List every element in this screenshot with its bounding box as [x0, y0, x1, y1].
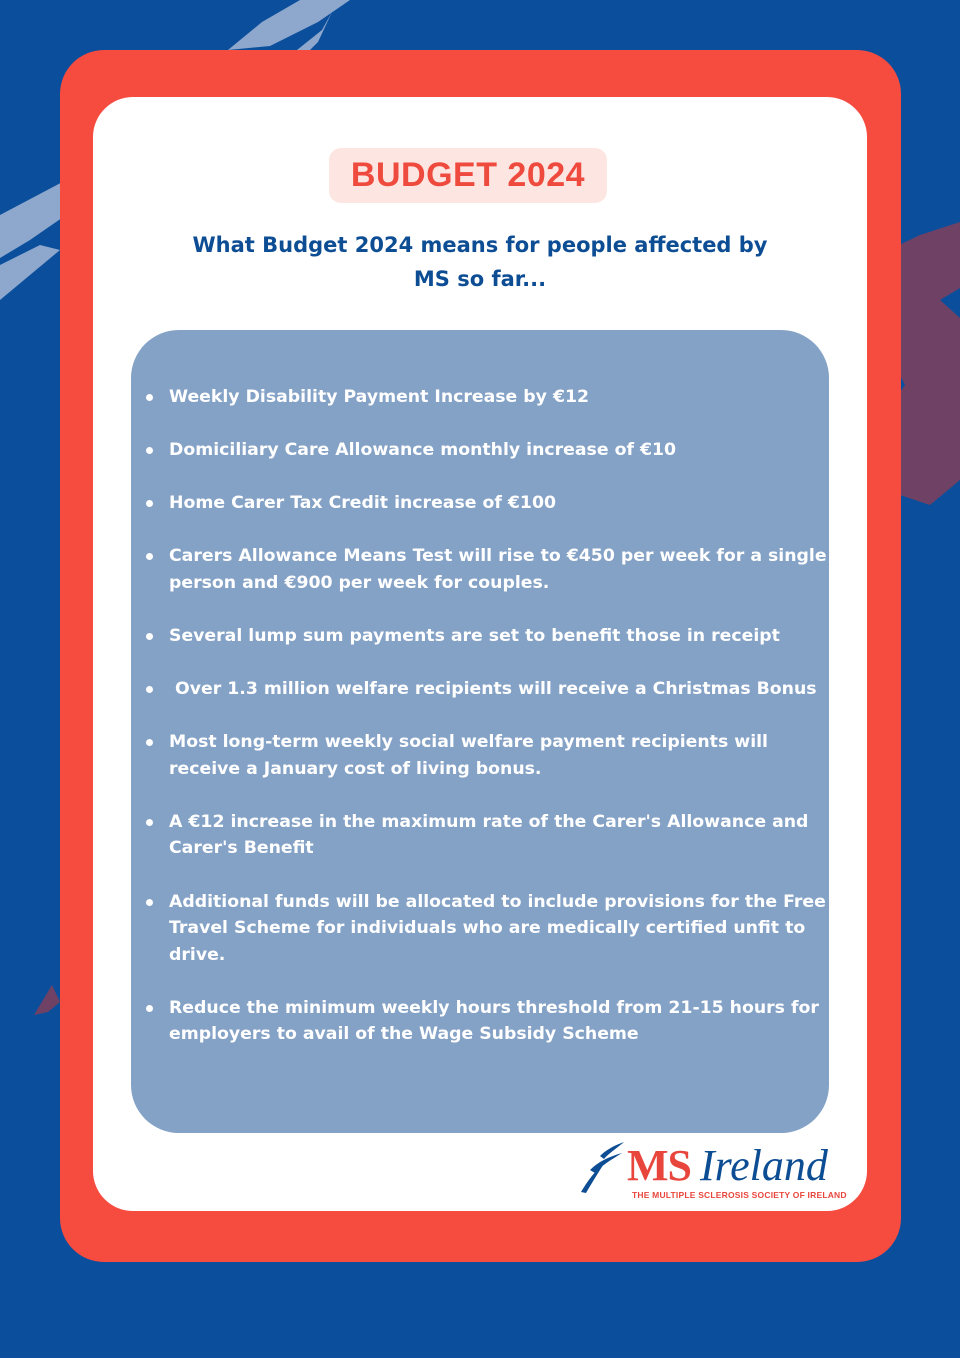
bullet-icon [146, 500, 153, 507]
ms-ireland-logo [578, 1138, 847, 1204]
bullet-icon [146, 686, 153, 693]
list-item-text: Carers Allowance Means Test will rise to €450 per week for a single person and €900 per week for couples. [169, 546, 827, 593]
list-item [142, 384, 830, 411]
bullet-icon [146, 394, 153, 401]
list-item-text: Most long-term weekly social welfare payment recipients will receive a January cost of living bonus. [169, 732, 768, 779]
bird-logo-icon [578, 1140, 626, 1194]
list-item [142, 809, 830, 862]
list-item-text: Additional funds will be allocated to include provisions for the Free Travel Scheme for individuals who are medically certified unfit to drive. [169, 891, 826, 965]
budget-bullet-list [142, 384, 830, 1075]
list-item [142, 490, 830, 517]
bullet-icon [146, 447, 153, 454]
list-item [142, 437, 830, 464]
subtitle-line-2: MS so far... [413, 267, 547, 291]
subtitle [120, 228, 840, 296]
bullet-icon [146, 633, 153, 640]
bullet-icon [146, 819, 153, 826]
bullet-icon [146, 899, 153, 906]
bullet-icon [146, 553, 153, 560]
logo-ms-text: MS [627, 1141, 691, 1190]
list-item [142, 995, 830, 1048]
bullet-icon [146, 1005, 153, 1012]
list-item-text: Weekly Disability Payment Increase by €12 [169, 387, 590, 407]
list-item-text: A €12 increase in the maximum rate of the Carer's Allowance and Carer's Benefit [169, 811, 809, 859]
logo-tagline: THE MULTIPLE SCLEROSIS SOCIETY OF IRELAND [632, 1190, 847, 1200]
logo-ireland-text: Ireland [700, 1141, 828, 1190]
subtitle-line-1: What Budget 2024 means for people affected by [192, 233, 768, 257]
list-item-text: Over 1.3 million welfare recipients will receive a Christmas Bonus [169, 679, 817, 700]
list-item [142, 543, 830, 596]
title-badge [329, 148, 607, 203]
list-item-text: Home Carer Tax Credit increase of €100 [169, 493, 556, 514]
page-title: BUDGET 2024 [350, 156, 586, 194]
list-item [142, 623, 830, 650]
list-item [142, 729, 830, 782]
bullet-icon [146, 739, 153, 746]
list-item-text: Several lump sum payments are set to benefit those in receipt [169, 625, 780, 646]
list-item-text: Domiciliary Care Allowance monthly increase of €10 [169, 440, 677, 461]
list-item [142, 889, 830, 969]
list-item [142, 676, 830, 703]
list-item-text: Reduce the minimum weekly hours threshold from 21-15 hours for employers to avail of the Wage Subsidy Scheme [169, 997, 819, 1045]
